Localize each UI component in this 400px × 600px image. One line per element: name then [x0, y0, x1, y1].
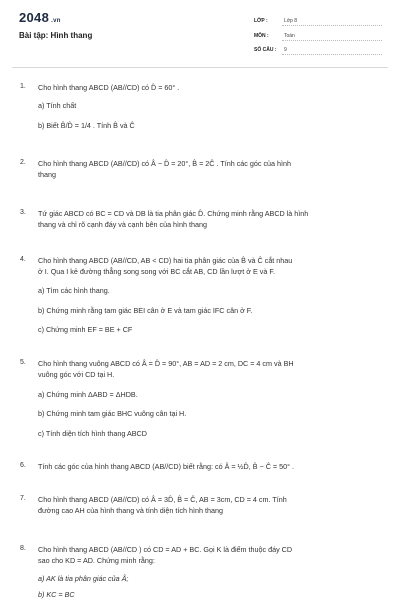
- question-sub: b) Biết B̂/D̂ = 1/4 . Tính B̂ và Ĉ: [38, 121, 135, 130]
- meta-label: MÔN :: [254, 33, 269, 39]
- meta-label: SỐ CÂU :: [254, 47, 277, 53]
- question-sub: a) AK là tia phân giác của Â;: [38, 574, 129, 583]
- question-number: 1.: [20, 83, 26, 90]
- question-number: 7.: [20, 495, 26, 502]
- question-number: 6.: [20, 462, 26, 469]
- question-text: Cho hình thang vuông ABCD có Â = D̂ = 90°, AB = AD = 2 cm, DC = 4 cm và BH vuông góc với CD tại H.: [38, 359, 294, 379]
- question-text: Cho hình thang ABCD (AB//CD) có Â = 3D̂, B̂ = Ĉ, AB = 3cm, CD = 4 cm. Tính đường cao AH của hình thang và tính diện tích hình thang: [38, 495, 287, 515]
- site-logo[interactable]: 2048 .vn: [19, 10, 61, 25]
- meta-value: Lớp 8: [284, 18, 298, 24]
- question-sub: a) Tính chất: [38, 101, 77, 110]
- question-sub: c) Chứng minh EF = BE + CF: [38, 325, 133, 334]
- question-sub: a) Tìm các hình thang.: [38, 286, 110, 295]
- question-sub: b) Chứng minh rằng tam giác BEI cân ở E và tam giác IFC cân ở F.: [38, 306, 253, 315]
- question-number: 4.: [20, 256, 26, 263]
- question-text: Tứ giác ABCD có BC = CD và DB là tia phân giác D̂. Chứng minh rằng ABCD là hình thang và chỉ rõ cạnh đáy và cạnh bên của hình thang: [38, 209, 309, 229]
- question-number: 3.: [20, 209, 26, 216]
- question-number: 5.: [20, 359, 26, 366]
- question-sub: b) KC = BC: [38, 590, 75, 599]
- meta-label: LỚP :: [254, 18, 268, 24]
- question-sub: a) Chứng minh ΔABD = ΔHDB.: [38, 390, 138, 399]
- question-text: Cho hình thang ABCD (AB//CD ) có CD = AD + BC. Gọi K là điểm thuộc đáy CD sao cho KD = AD. Chứng minh rằng:: [38, 545, 293, 565]
- question-text: Cho hình thang ABCD (AB//CD) có Â − D̂ = 20°, B̂ = 2Ĉ . Tính các góc của hình thang: [38, 159, 292, 179]
- question-number: 2.: [20, 159, 26, 166]
- meta-value: Toán: [284, 33, 295, 39]
- question-text: Tính các góc của hình thang ABCD (AB//CD) biết rằng: có Â = ½D̂, B̂ − Ĉ = 50° .: [38, 462, 294, 471]
- question-sub: b) Chứng minh tam giác BHC vuông cân tại H.: [38, 409, 187, 418]
- meta-value: 9: [284, 47, 287, 53]
- question-sub: c) Tính diện tích hình thang ABCD: [38, 429, 147, 438]
- question-text: Cho hình thang ABCD (AB//CD, AB < CD) hai tia phân giác của B̂ và Ĉ cắt nhau ở I. Qua I kẻ đường thẳng song song với BC cắt AB, CD lần lượt ở E và F.: [38, 256, 293, 276]
- worksheet-title: Bài tập: Hình thang: [19, 31, 93, 40]
- question-text: Cho hình thang ABCD (AB//CD) có D̂ = 60° .: [38, 83, 180, 92]
- question-number: 8.: [20, 545, 26, 552]
